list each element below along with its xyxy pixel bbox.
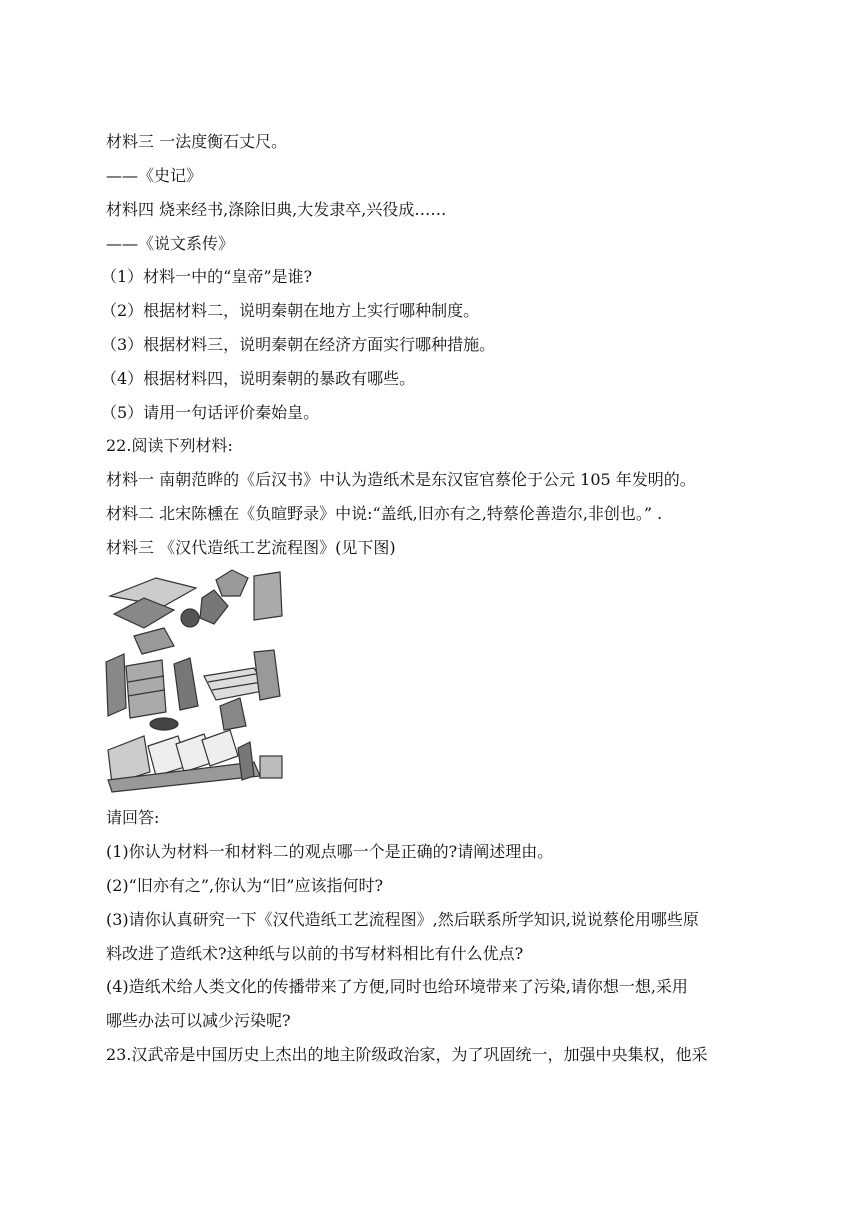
question-4: （4）根据材料四，说明秦朝的暴政有哪些。 [101, 369, 416, 388]
question-5: （5）请用一句话评价秦始皇。 [101, 403, 320, 422]
q22-material-3: 材料三 《汉代造纸工艺流程图》(见下图) [106, 538, 396, 557]
material-3-text: 材料三 一法度衡石丈尺。 [106, 132, 288, 151]
material-4-text: 材料四 烧来经书,涤除旧典,大发隶卒,兴役成…… [106, 200, 447, 219]
question-1: （1）材料一中的“皇帝”是谁? [101, 267, 313, 286]
q22-sub-4-line-2: 哪些办法可以减少污染呢? [106, 1011, 291, 1030]
q22-sub-3-line-1: (3)请你认真研究一下《汉代造纸工艺流程图》,然后联系所学知识,说说蔡伦用哪些原 [106, 910, 699, 929]
question-22-heading: 22.阅读下列材料: [106, 436, 233, 455]
source-shuowen: ——《说文系传》 [106, 234, 235, 253]
answer-prompt: 请回答: [106, 808, 160, 827]
question-2: （2）根据材料二，说明秦朝在地方上实行哪种制度。 [101, 301, 480, 320]
q22-sub-1: (1)你认为材料一和材料二的观点哪一个是正确的?请阐述理由。 [106, 842, 554, 861]
q22-sub-4-line-1: (4)造纸术给人类文化的传播带来了方便,同时也给环境带来了污染,请你想一想,采用 [106, 977, 688, 996]
q22-sub-3-line-2: 料改进了造纸术?这种纸与以前的书写材料相比有什么优点? [106, 944, 524, 963]
q22-material-2: 材料二 北宋陈櫄在《负暄野录》中说:“盖纸,旧亦有之,特蔡伦善造尔,非创也。” . [106, 504, 663, 523]
question-3: （3）根据材料三，说明秦朝在经济方面实行哪种措施。 [101, 335, 496, 354]
q22-material-1: 材料一 南朝范晔的《后汉书》中认为造纸术是东汉宦官蔡伦于公元 105 年发明的。 [106, 470, 696, 489]
papermaking-process-illustration [104, 566, 288, 794]
source-shiji: ——《史记》 [106, 166, 203, 185]
question-23-text: 23.汉武帝是中国历史上杰出的地主阶级政治家，为了巩固统一，加强中央集权，他采 [106, 1045, 708, 1064]
q22-sub-2: (2)“旧亦有之”,你认为“旧”应该指何时? [106, 876, 384, 895]
